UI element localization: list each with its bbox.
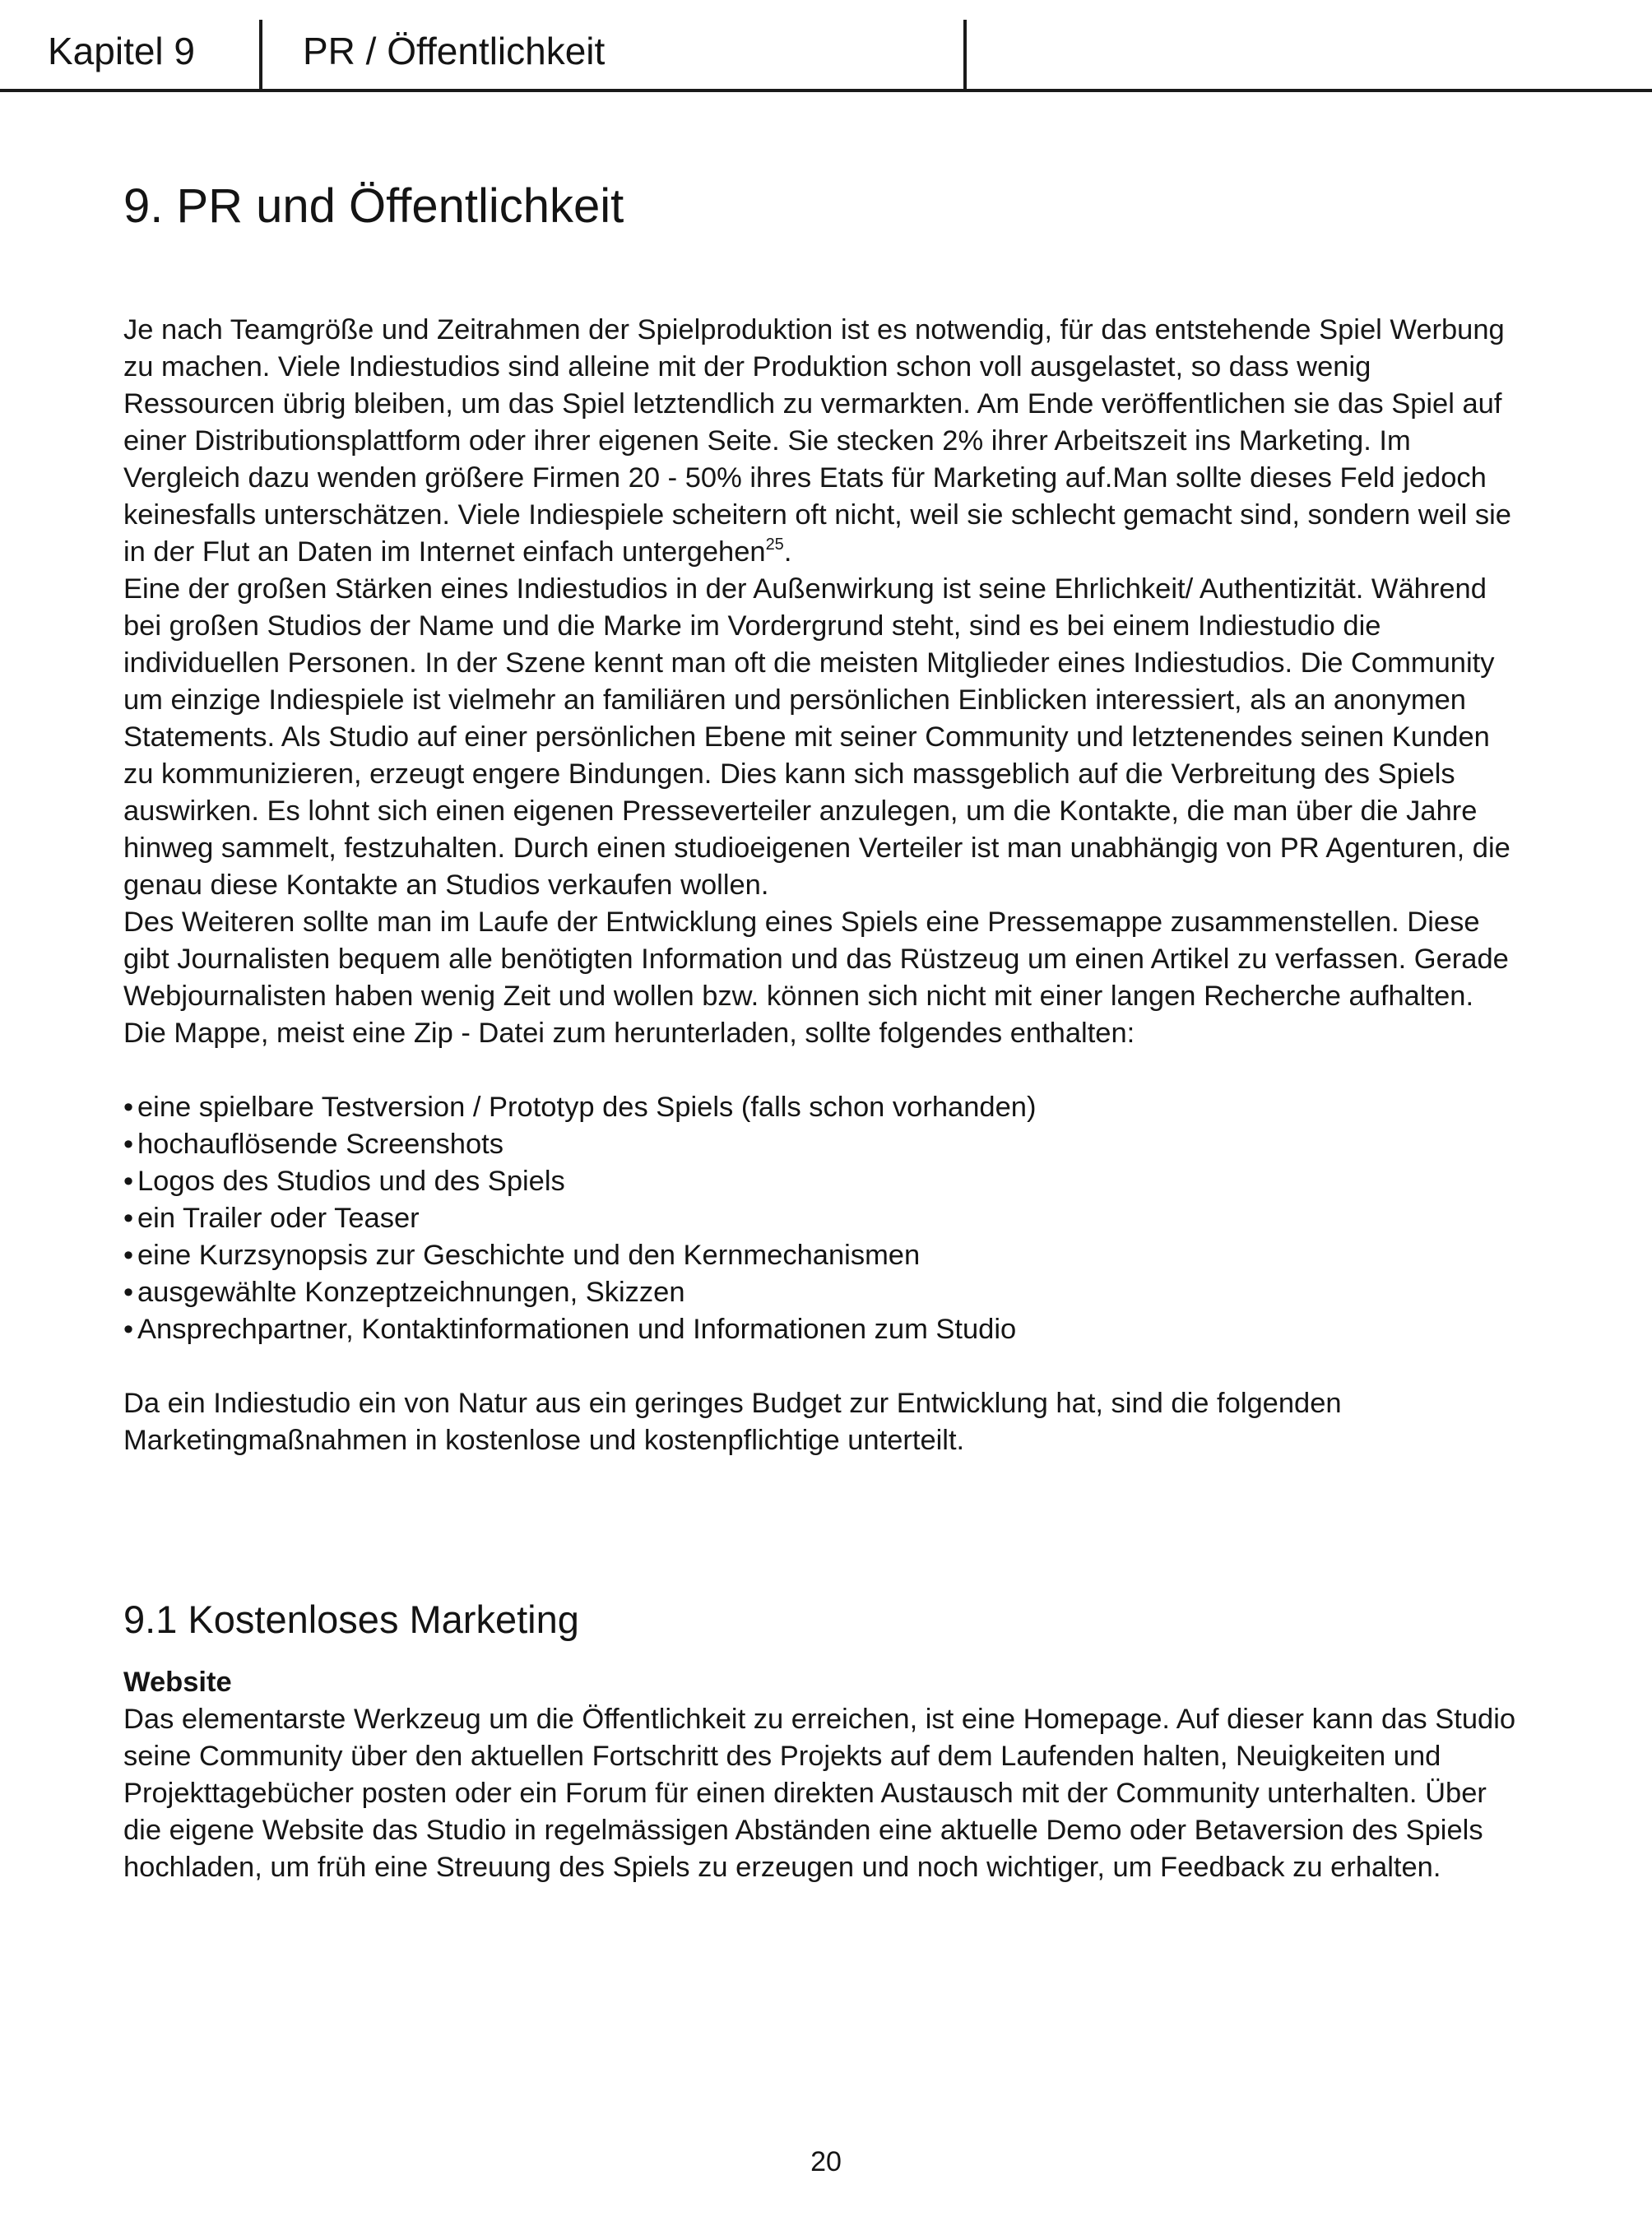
bullet-icon: • <box>123 1277 134 1308</box>
spacer <box>123 1052 1522 1089</box>
header-rule <box>0 89 1652 92</box>
press-kit-list <box>123 1089 1522 1348</box>
bullet-icon: • <box>123 1129 134 1160</box>
running-header <box>0 0 1652 92</box>
bullet-icon: • <box>123 1166 134 1197</box>
list-item <box>123 1237 1522 1274</box>
list-item-text: ein Trailer oder Teaser <box>137 1203 420 1234</box>
section-paragraph: Das elementarste Werkzeug um die Öffentlichkeit zu erreichen, ist eine Homepage. Auf dieser kann das Studio seine Community über den aktuellen Fortschritt des Projekts auf dem Laufenden halten, Neuigkeiten und Projekttagebücher posten oder ein Forum für einen direkten Austausch mit der Community unterhalten. Über die eigene Website das Studio in regelmässigen Abständen eine aktuelle Demo oder Betaversion des Spiels hochladen, um früh eine Streuung des Spiels zu erzeugen und noch wichtiger, um Feedback zu erhalten. <box>123 1704 1516 1883</box>
spacer <box>123 1348 1522 1385</box>
list-item-text: Ansprechpartner, Kontaktinformationen und Informationen zum Studio <box>137 1314 1017 1345</box>
list-item-text: Logos des Studios und des Spiels <box>137 1166 565 1197</box>
closing-paragraph: Da ein Indiestudio ein von Natur aus ein geringes Budget zur Entwicklung hat, sind die folgenden Marketingmaßnahmen in kostenlose und kostenpflichtige unterteilt. <box>123 1388 1342 1456</box>
paragraph-text: Je nach Teamgröße und Zeitrahmen der Spielproduktion ist es notwendig, für das entstehende Spiel Werbung zu machen. Viele Indiestudios sind alleine mit der Produktion schon voll ausgelastet, so dass wenig Ressourcen übrig bleiben, um das Spiel letztendlich zu vermarkten. Am Ende veröffentlichen sie das Spiel auf einer Distributionsplattform oder ihrer eigenen Seite. Sie stecken 2% ihrer Arbeitszeit ins Marketing. Im Vergleich dazu wenden größere Firmen 20 - 50% ihres Etats für Marketing auf.Man sollte dieses Feld jedoch keinesfalls unterschätzen. Viele Indiespiele scheitern oft nicht, weil sie schlecht gemacht sind, sondern weil sie in der Flut an Daten im Internet einfach untergehen <box>123 314 1511 568</box>
list-item <box>123 1163 1522 1200</box>
paragraph-end-punct: . <box>783 536 792 568</box>
list-item <box>123 1089 1522 1126</box>
bullet-icon: • <box>123 1240 134 1271</box>
body-paragraph <box>123 312 1522 571</box>
header-divider <box>963 20 967 92</box>
bullet-icon: • <box>123 1203 134 1234</box>
chapter-heading: 9. PR und Öffentlichkeit <box>123 179 624 233</box>
body-paragraph: Eine der großen Stärken eines Indiestudios in der Außenwirkung ist seine Ehrlichkeit/ Authentizität. Während bei großen Studios der Name und die Marke im Vordergrund steht, sind es bei einem Indiestudio die individuellen Personen. In der Szene kennt man oft die meisten Mitglieder eines Indiestudios. Die Community um einzige Indiespiele ist vielmehr an familiären und persönlichen Einblicken interessiert, als an anonymen Statements. Als Studio auf einer persönlichen Ebene mit seiner Community und letztenendes seinen Kunden zu kommunizieren, erzeugt engere Bindungen. Dies kann sich massgeblich auf die Verbreitung des Spiels auswirken. Es lohnt sich einen eigenen Presseverteiler anzulegen, um die Kontakte, die man über die Jahre hinweg sammelt, festzuhalten. Durch einen studioeigenen Verteiler ist man unabhängig von PR Agenturen, die genau diese Kontakte an Studios verkaufen wollen. <box>123 573 1510 901</box>
list-item <box>123 1311 1522 1348</box>
header-divider <box>259 20 262 92</box>
bullet-icon: • <box>123 1092 134 1123</box>
list-item <box>123 1126 1522 1163</box>
list-item <box>123 1200 1522 1237</box>
section-heading: 9.1 Kostenloses Marketing <box>123 1597 579 1641</box>
bullet-icon: • <box>123 1314 134 1345</box>
chapter-label: Kapitel 9 <box>48 30 196 72</box>
list-item-text: ausgewählte Konzeptzeichnungen, Skizzen <box>137 1277 685 1308</box>
chapter-title: PR / Öffentlichkeit <box>303 30 606 72</box>
list-item-text: eine spielbare Testversion / Prototyp des Spiels (falls schon vorhanden) <box>137 1092 1037 1123</box>
list-item <box>123 1274 1522 1311</box>
page-body <box>123 173 1522 1886</box>
body-paragraph: Des Weiteren sollte man im Laufe der Entwicklung eines Spiels eine Pressemappe zusammenstellen. Diese gibt Journalisten bequem alle benötigten Information und das Rüstzeug um einen Artikel zu verfassen. Gerade Webjournalisten haben wenig Zeit und wollen bzw. können sich nicht mit einer langen Recherche aufhalten. Die Mappe, meist eine Zip - Datei zum herunterladen, sollte folgendes enthalten: <box>123 907 1509 1049</box>
list-item-text: hochauflösende Screenshots <box>137 1129 503 1160</box>
subsection-heading: Website <box>123 1667 232 1698</box>
list-item-text: eine Kurzsynopsis zur Geschichte und den Kernmechanismen <box>137 1240 921 1271</box>
footnote-reference: 25 <box>765 536 784 554</box>
page-number: 20 <box>810 2146 842 2177</box>
